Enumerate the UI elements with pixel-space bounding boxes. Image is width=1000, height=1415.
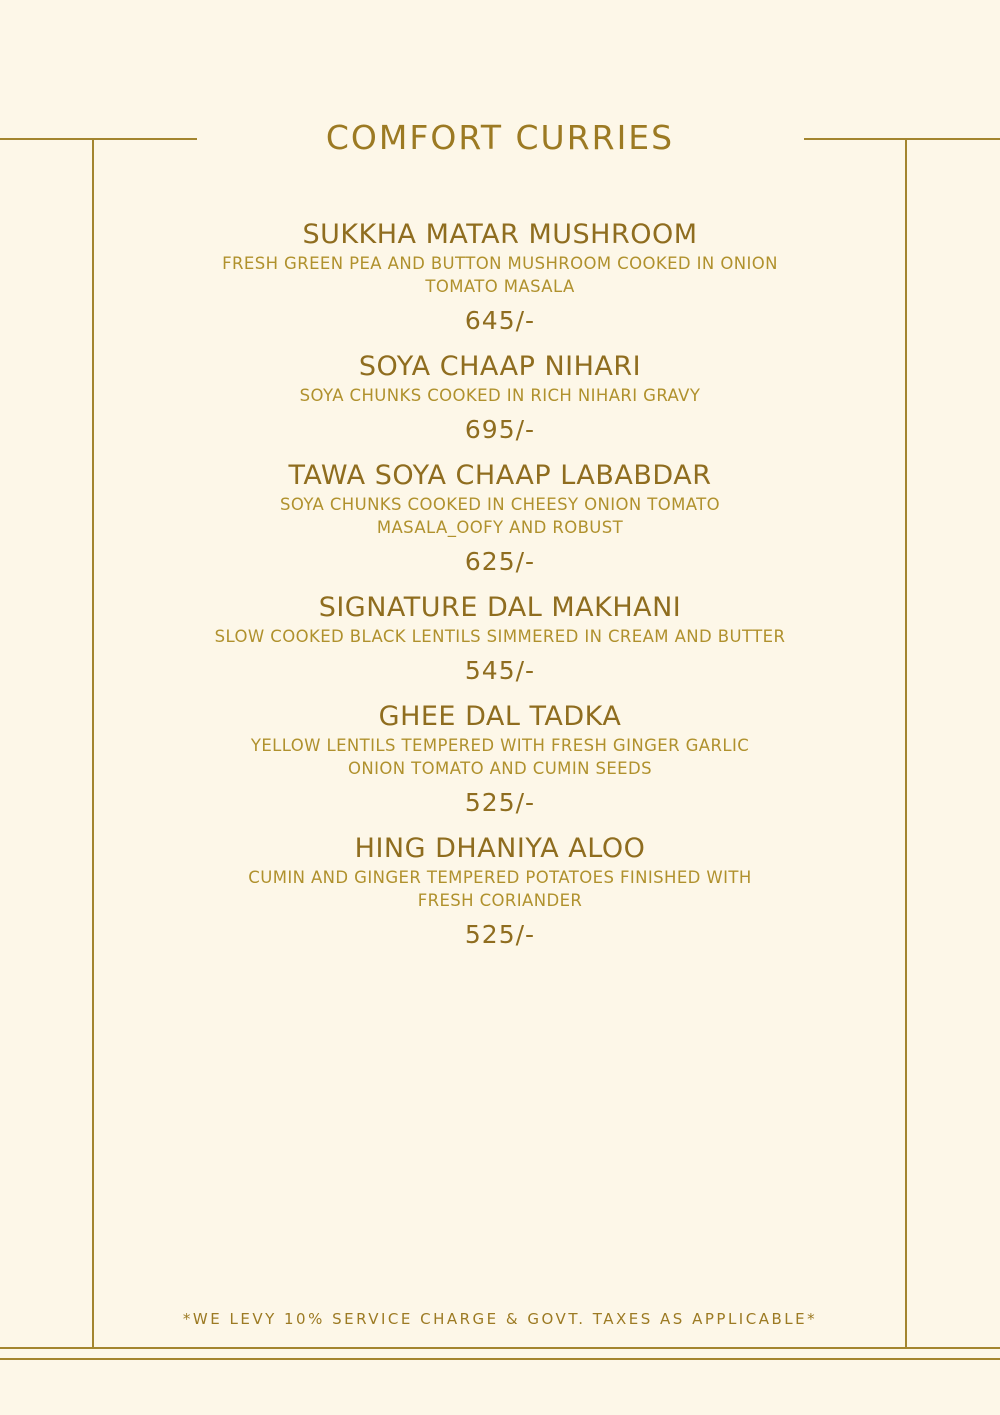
page-title: COMFORT CURRIES (325, 118, 675, 157)
menu-item (100, 459, 900, 577)
item-price: 545/- (464, 656, 536, 685)
menu-item (100, 218, 900, 336)
bottom-rule-upper (0, 1347, 1000, 1349)
menu-list (100, 218, 900, 964)
item-description: CUMIN AND GINGER TEMPERED POTATOES FINISHED WITH FRESH CORIANDER (248, 868, 752, 910)
item-price: 525/- (464, 920, 536, 949)
bottom-rule-lower (0, 1358, 1000, 1360)
item-description: SOYA CHUNKS COOKED IN CHEESY ONION TOMATO MASALA_OOFY AND ROBUST (279, 495, 721, 537)
item-description: FRESH GREEN PEA AND BUTTON MUSHROOM COOKED IN ONION TOMATO MASALA (222, 254, 778, 296)
item-name: SOYA CHAAP NIHARI (358, 351, 642, 382)
service-charge-note: *WE LEVY 10% SERVICE CHARGE & GOVT. TAXES AS APPLICABLE* (182, 1310, 818, 1328)
item-description: SOYA CHUNKS COOKED IN RICH NIHARI GRAVY (299, 386, 701, 405)
menu-item (100, 832, 900, 950)
menu-item (100, 350, 900, 445)
item-name: HING DHANIYA ALOO (354, 833, 646, 864)
item-description: YELLOW LENTILS TEMPERED WITH FRESH GINGER GARLIC ONION TOMATO AND CUMIN SEEDS (250, 736, 750, 778)
item-name: GHEE DAL TADKA (378, 701, 622, 732)
item-name: SUKKHA MATAR MUSHROOM (302, 219, 698, 250)
item-price: 625/- (464, 547, 536, 576)
left-frame-line (92, 138, 94, 1348)
item-description: SLOW COOKED BLACK LENTILS SIMMERED IN CREAM AND BUTTER (214, 627, 786, 646)
right-frame-line (905, 138, 907, 1348)
menu-item (100, 591, 900, 686)
item-price: 695/- (464, 415, 536, 444)
item-name: SIGNATURE DAL MAKHANI (318, 592, 682, 623)
item-price: 645/- (464, 306, 536, 335)
menu-item (100, 700, 900, 818)
item-price: 525/- (464, 788, 536, 817)
item-name: TAWA SOYA CHAAP LABABDAR (288, 460, 712, 491)
